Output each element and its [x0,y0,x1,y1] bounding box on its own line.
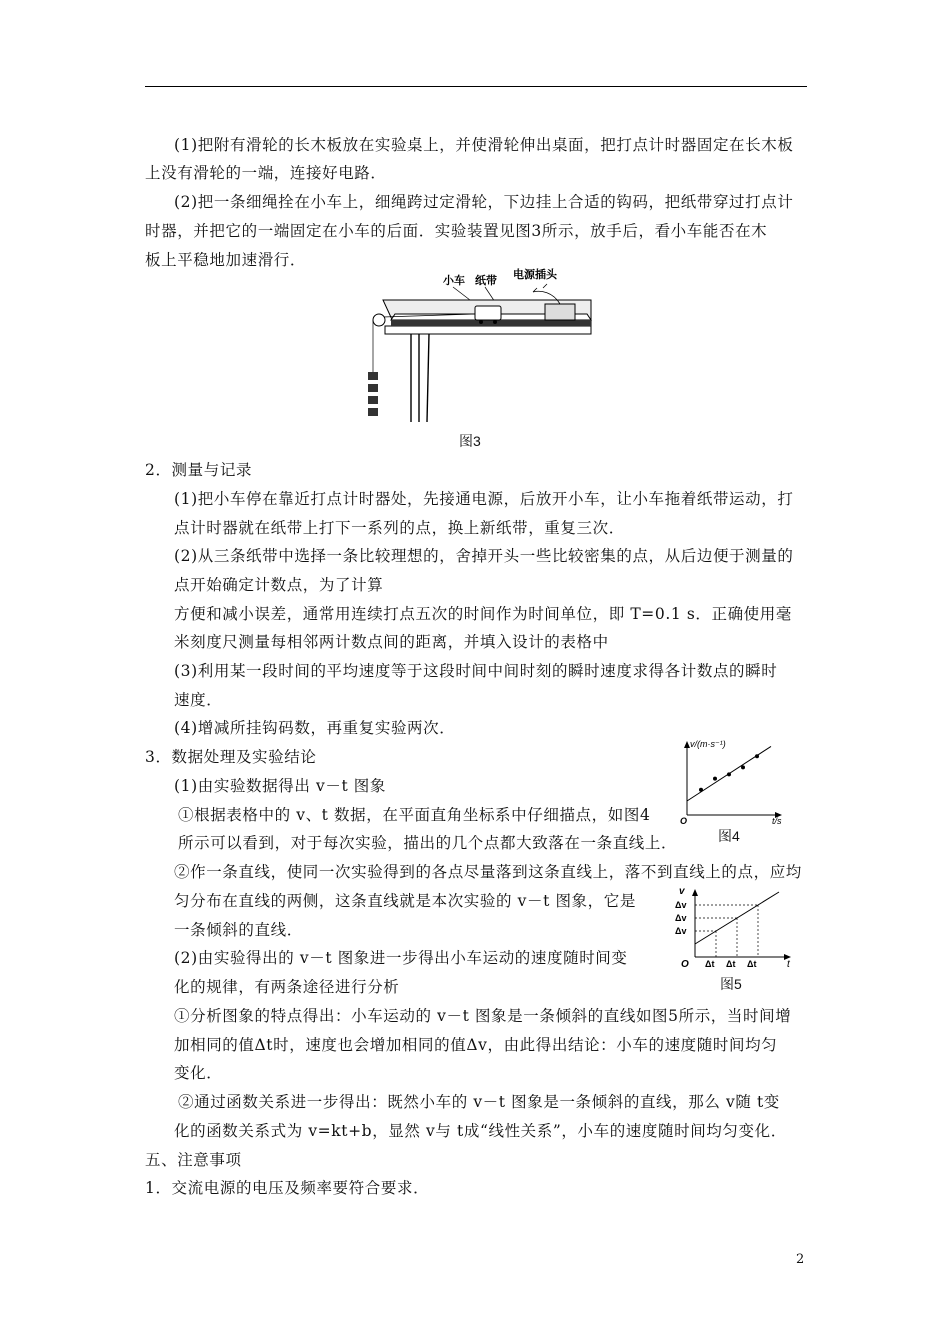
fig4-data-point [741,765,745,769]
text-line: 速度． [174,691,223,709]
figure-5-caption: 图5 [720,976,742,992]
text-line: 变化． [174,1064,223,1082]
text-line: ①根据表格中的 v、t 数据，在平面直角坐标系中仔细描点，如图4 [178,806,651,824]
fig3-pulley [373,314,385,326]
text-line: (1)把小车停在靠近打点计时器处，先接通电源，后放开小车，让小车拖着纸带运动，打 [174,490,794,508]
fig4-ylabel: v/(m·s⁻¹) [690,739,726,749]
fig5-ylabel: v [679,886,685,897]
text-line: (1)由实验数据得出 v－t 图象 [174,777,386,795]
fig3-car [475,306,501,320]
text-line: 米刻度尺测量每相邻两计数点间的距离，并填入设计的表格中 [174,633,609,651]
fig3-label-plug: 电源插头 [513,269,557,281]
fig5-xlabel: t [787,959,790,970]
fig3-label-tape: 纸带 [475,275,497,287]
figure-4-chart [680,735,790,825]
fig5-origin: O [681,959,689,970]
figure-3-apparatus [355,262,600,422]
fig5-dt-label: Δt [705,959,715,969]
fig4-data-point [755,754,759,758]
fig5-dt-label: Δt [747,959,757,969]
fig4-origin: O [680,816,688,825]
text-line: 加相同的值Δt时，速度也会增加相同的值Δv，由此得出结论：小车的速度随时间均匀 [174,1036,778,1054]
text-line: 方便和减小误差，通常用连续打点五次的时间作为时间单位，即 T=0.1 s．正确使用毫 [174,605,792,623]
fig4-data-point [713,777,717,781]
text-line: 一条倾斜的直线． [174,921,303,939]
page-number: 2 [796,1252,805,1267]
text-line: ②作一条直线，使同一次实验得到的各点尽量落到这条直线上，落不到直线上的点，应均 [174,863,802,881]
fig4-data-point [727,772,731,776]
fig3-timer [545,304,575,320]
text-line: (2)从三条纸带中选择一条比较理想的，舍掉开头一些比较密集的点，从后边便于测量的 [174,547,794,565]
text-line: 化的函数关系式为 v=kt+b，显然 v与 t成“线性关系”，小车的速度随时间均匀变化． [174,1122,787,1140]
text-line: (3)利用某一段时间的平均速度等于这段时间中间时刻的瞬时速度求得各计数点的瞬时 [174,662,778,680]
text-line: 上没有滑轮的一端，连接好电路． [145,164,387,182]
figure-3-caption: 图3 [459,433,481,449]
text-line: 3．数据处理及实验结论 [145,748,317,766]
text-line: 2．测量与记录 [145,461,253,479]
figure-5-chart [675,885,800,970]
fig5-dv-label: Δv [675,900,687,910]
fig5-dv-label: Δv [675,926,687,936]
fig4-xlabel: t/s [772,816,782,825]
text-line: 1．交流电源的电压及频率要符合要求． [145,1179,430,1197]
text-line: 所示可以看到，对于每次实验，描出的几个点都大致落在一条直线上． [178,834,678,852]
text-line: (1)把附有滑轮的长木板放在实验桌上，并使滑轮伸出桌面，把打点计时器固定在长木板 [174,136,794,154]
text-line: 点开始确定计数点，为了计算 [174,576,384,594]
text-line: (4)增减所挂钩码数，再重复实验两次． [174,719,456,737]
text-line: 五、注意事项 [145,1151,242,1169]
text-line: 匀分布在直线的两侧，这条直线就是本次实验的 v－t 图象，它是 [174,892,636,910]
text-line: 板上平稳地加速滑行． [145,251,307,269]
header-rule [145,86,807,87]
text-line: 点计时器就在纸带上打下一系列的点，换上新纸带，重复三次． [174,519,625,537]
fig4-data-point [699,788,703,792]
fig3-label-car: 小车 [443,275,465,287]
text-line: ①分析图象的特点得出：小车运动的 v－t 图象是一条倾斜的直线如图5所示，当时间增 [174,1007,792,1025]
text-line: ②通过函数关系进一步得出：既然小车的 v－t 图象是一条倾斜的直线，那么 v随 t变 [178,1093,780,1111]
text-line: (2)把一条细绳拴在小车上，细绳跨过定滑轮，下边挂上合适的钩码，把纸带穿过打点计 [174,193,794,211]
text-line: 化的规律，有两条途径进行分析 [174,978,400,996]
fig5-dt-label: Δt [726,959,736,969]
text-line: 时器，并把它的一端固定在小车的后面．实验装置见图3所示，放手后，看小车能否在木 [145,222,768,240]
figure-4-caption: 图4 [718,828,740,844]
fig5-dv-label: Δv [675,913,687,923]
text-line: (2)由实验得出的 v－t 图象进一步得出小车运动的速度随时间变 [174,949,628,967]
